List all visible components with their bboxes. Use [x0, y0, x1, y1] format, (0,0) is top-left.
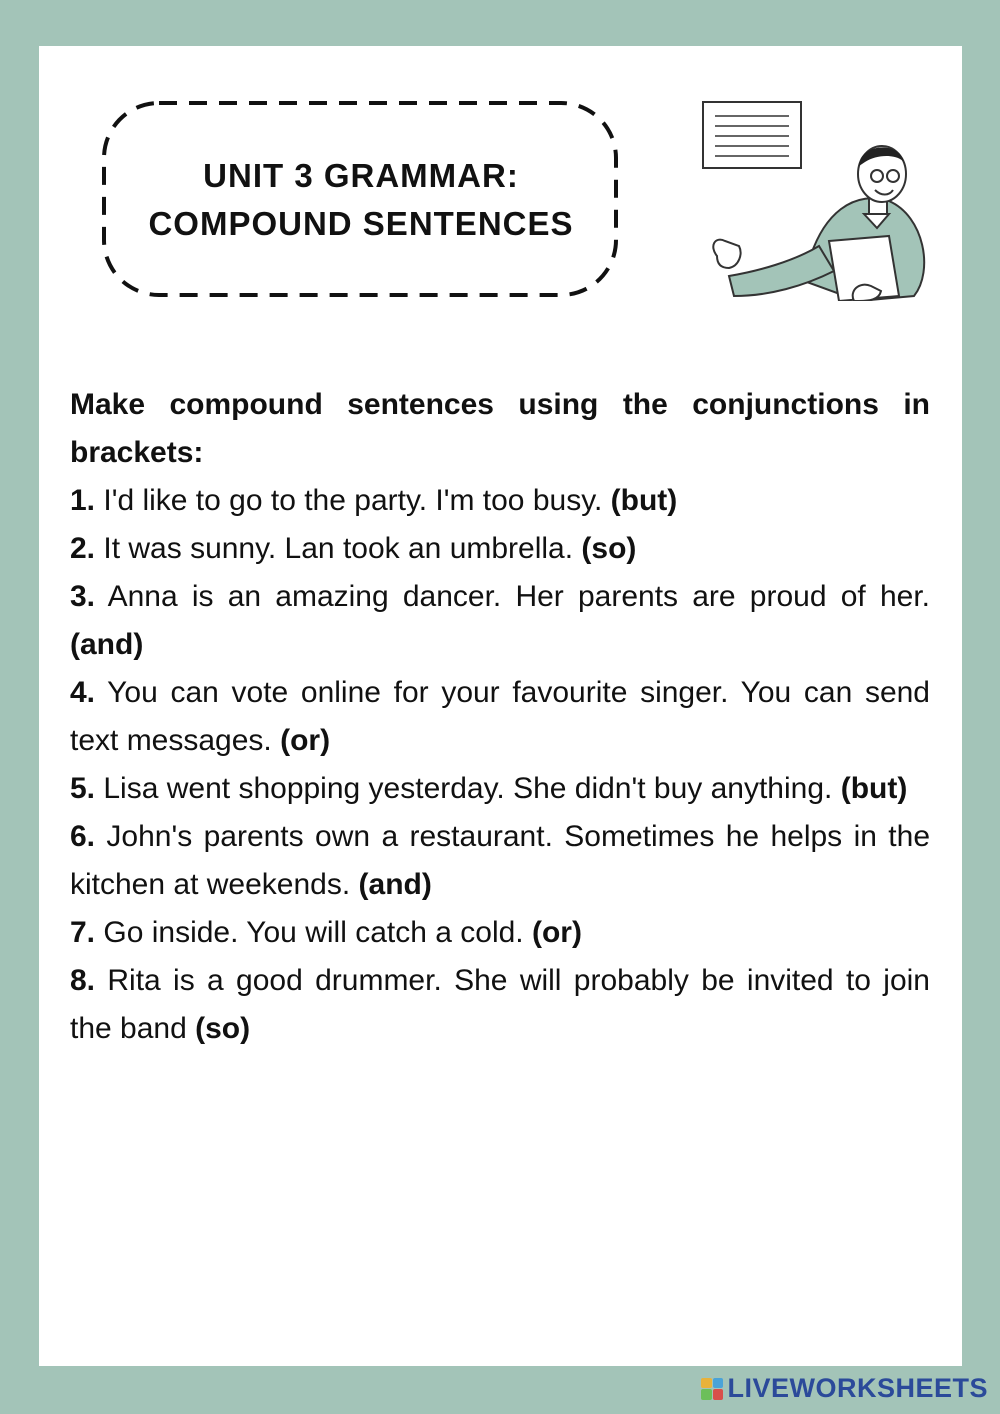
item-conjunction: (but): [610, 484, 678, 517]
liveworksheets-logo-icon: [701, 1378, 723, 1400]
item-text: Lisa went shopping yesterday. She didn't buy anything.: [103, 772, 833, 805]
item-text: It was sunny. Lan took an umbrella.: [103, 532, 574, 565]
item-number: 5.: [70, 772, 96, 805]
exercise-item: [70, 669, 930, 765]
exercise-item: [70, 525, 930, 573]
item-conjunction: (and): [358, 868, 432, 901]
item-text: John's parents own a restaurant. Sometimes he helps in the kitchen at weekends.: [70, 820, 931, 901]
item-conjunction: (or): [531, 916, 582, 949]
worksheet-page: [39, 46, 962, 1366]
exercise-item: [70, 957, 930, 1053]
item-number: 8.: [70, 964, 96, 997]
item-text: You can vote online for your favourite singer. You can send text messages.: [70, 676, 930, 757]
item-number: 7.: [70, 916, 96, 949]
teacher-illustration: [699, 96, 934, 301]
item-number: 4.: [70, 676, 96, 709]
item-conjunction: (but): [840, 772, 908, 805]
exercise-item: [70, 909, 930, 957]
title-box: [101, 100, 621, 300]
item-conjunction: (so): [195, 1012, 251, 1045]
item-conjunction: (and): [70, 628, 144, 661]
item-number: 6.: [70, 820, 96, 853]
item-text: Anna is an amazing dancer. Her parents are proud of her.: [107, 580, 930, 613]
item-text: I'd like to go to the party. I'm too busy.: [103, 484, 603, 517]
exercise-item: [70, 765, 930, 813]
item-text: Go inside. You will catch a cold.: [103, 916, 524, 949]
page-title: [101, 100, 621, 300]
item-conjunction: (or): [280, 724, 331, 757]
liveworksheets-watermark: [701, 1373, 988, 1404]
watermark-text: LIVEWORKSHEETS: [727, 1373, 988, 1403]
item-conjunction: (so): [581, 532, 637, 565]
exercise-item: [70, 813, 930, 909]
title-line-1: UNIT 3 GRAMMAR:: [203, 157, 519, 194]
exercise-content: [70, 381, 930, 1053]
instruction-text: Make compound sentences using the conjunctions in brackets:: [70, 388, 930, 469]
exercise-item: [70, 477, 930, 525]
title-line-2: COMPOUND SENTENCES: [148, 205, 574, 242]
item-number: 1.: [70, 484, 96, 517]
exercise-item: [70, 573, 930, 669]
item-number: 3.: [70, 580, 96, 613]
item-number: 2.: [70, 532, 96, 565]
item-text: Rita is a good drummer. She will probably be invited to join the band: [70, 964, 930, 1045]
